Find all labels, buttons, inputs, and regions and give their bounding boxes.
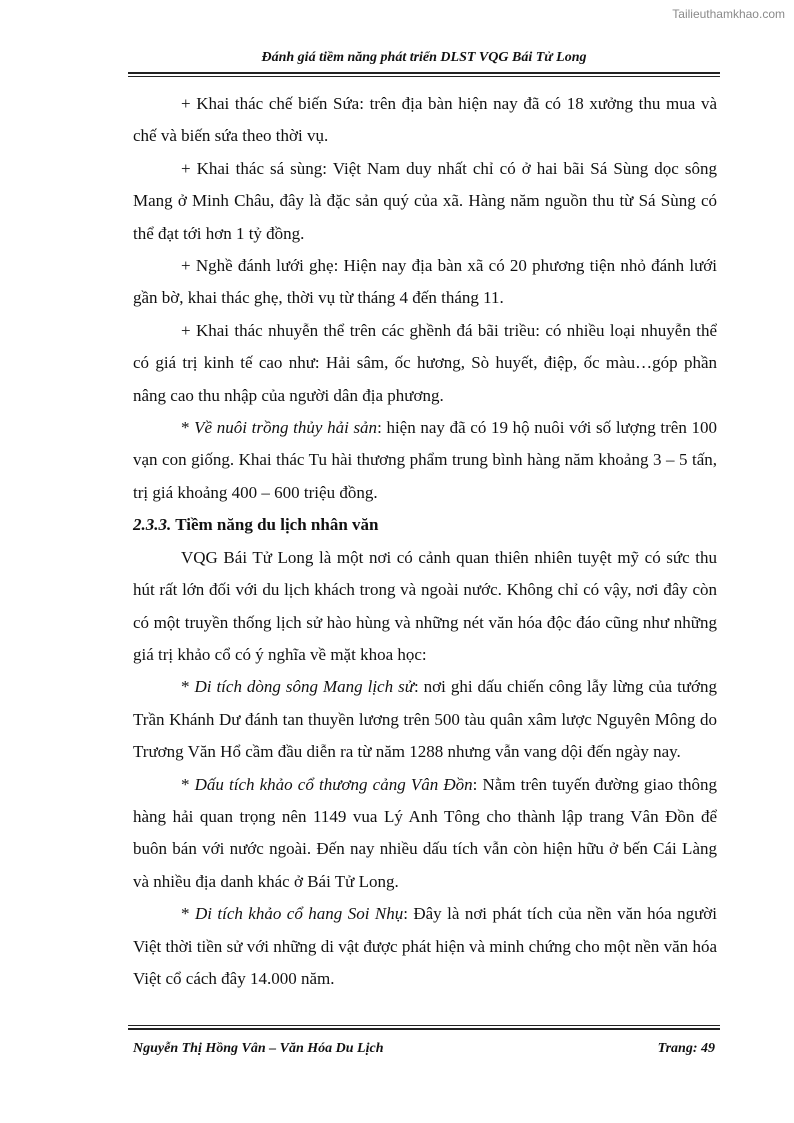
paragraph-sa-sung: + Khai thác sá sùng: Việt Nam duy nhất chỉ có ở hai bãi Sá Sùng dọc sông Mang ở Minh Châu, đây là đặc sản quý của xã. Hàng năm nguồn thu từ Sá Sùng có thể đạt tới hơn 1 tỷ đồng.	[133, 158, 717, 243]
section-title: Tiềm năng du lịch nhân văn	[171, 515, 379, 535]
paragraph-jellyfish: + Khai thác chế biến Sứa: trên địa bàn hiện nay đã có 18 xưởng thu mua và chế và biến sứa theo thời vụ.	[133, 94, 717, 146]
van-don-term: Dấu tích khảo cổ thương cảng Vân Đồn	[194, 774, 473, 794]
paragraph-crab-net: + Nghề đánh lưới ghẹ: Hiện nay địa bàn xã có 20 phương tiện nhỏ đánh lưới gần bờ, khai thác ghẹ, thời vụ từ tháng 4 đến tháng 11.	[133, 256, 717, 308]
aquaculture-term: Về nuôi trồng thủy hải sản	[194, 418, 378, 438]
section-heading	[133, 509, 717, 541]
paragraph-intro: VQG Bái Tử Long là một nơi có cảnh quan thiên nhiên tuyệt mỹ có sức thu hút rất lớn đối với du lịch khách trong và ngoài nước. Không chỉ có vậy, nơi đây còn có một truyền thống lịch sử hào hùng và những nét văn hóa độc đáo cũng như những giá trị khảo cổ có ý nghĩa về mặt khoa học:	[133, 547, 717, 664]
footer-author: Nguyễn Thị Hồng Vân – Văn Hóa Du Lịch	[133, 1041, 384, 1056]
soi-nhu-term: Di tích khảo cổ hang Soi Nhụ	[194, 904, 404, 924]
paragraph-mang-river: * Di tích dòng sông Mang lịch sử: nơi ghi dấu chiến công lẫy lừng của tướng Trần Khánh Dư đánh tan thuyền lương trên 500 tàu quân xâm lược Nguyên Mông do Trương Văn Hổ cầm đầu diễn ra từ năm 1288 nhưng vẫn vang dội đến ngày nay.	[133, 677, 718, 762]
watermark: Tailieuthamkhao.com	[672, 7, 785, 21]
page-body	[133, 88, 717, 995]
header-rule	[128, 72, 720, 77]
footer-page-number: Trang: 49	[657, 1041, 715, 1056]
mang-river-term: Di tích dòng sông Mang lịch sử	[194, 677, 414, 697]
paragraph-van-don: * Dấu tích khảo cổ thương cảng Vân Đồn: Nằm trên tuyến đường giao thông hàng hải quan trọng nên 1149 vua Lý Anh Tông cho thành lập trang Vân Đồn để buôn bán với nước ngoài. Đến nay nhiều dấu tích vẫn còn hiện hữu ở bến Cái Làng và nhiều địa danh khác ở Bái Tử Long.	[133, 774, 717, 891]
footer-rule	[128, 1025, 720, 1030]
paragraph-aquaculture: * Về nuôi trồng thủy hải sản: hiện nay đã có 19 hộ nuôi với số lượng trên 100 vạn con giống. Khai thác Tu hài thương phẩm trung bình hàng năm khoảng 3 – 5 tấn, trị giá khoảng 400 – 600 triệu đồng.	[133, 418, 717, 502]
page-header-title: Đánh giá tiềm năng phát triển DLST VQG Bái Tử Long	[261, 50, 587, 65]
paragraph-soi-nhu: * Di tích khảo cổ hang Soi Nhụ: Đây là nơi phát tích của nền văn hóa người Việt thời tiền sử với những di vật được phát hiện và minh chứng cho một nền văn hóa Việt cổ cách đây 14.000 năm.	[133, 904, 717, 988]
section-number: 2.3.3.	[133, 515, 172, 535]
paragraph-mollusc: + Khai thác nhuyễn thể trên các ghềnh đá bãi triều: có nhiều loại nhuyễn thể có giá trị kinh tế cao như: Hải sâm, ốc hương, Sò huyết, điệp, ốc màu…góp phần nâng cao thu nhập của người dân địa phương.	[133, 320, 717, 405]
